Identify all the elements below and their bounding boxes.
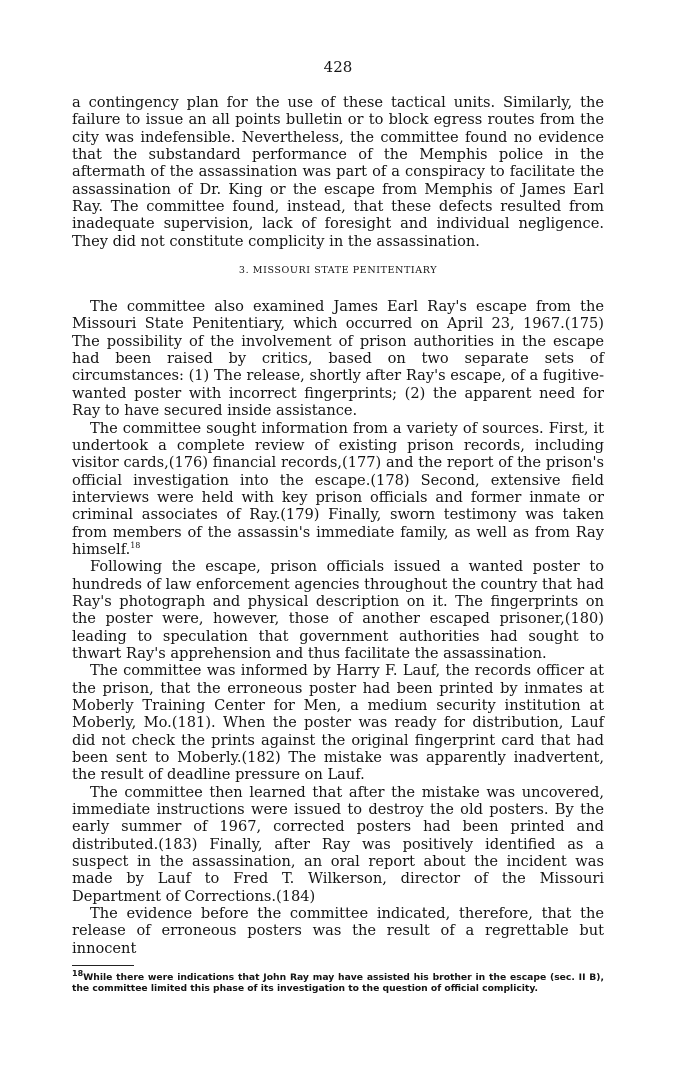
- paragraph-2: The committee also examined James Earl Ray's escape from the Missouri State Penitentiary, which occurred on April 23, 1967.(175) The possibility of the involvement of prison authorities in the escape had been raised by critics, based on two separate sets of circumstances: (1) The release, shortly after Ray's escape, of a fugitive-wanted poster with incorrect fingerprints; (2) the apparent need for Ray to have secured inside assistance.: [72, 298, 604, 420]
- footnote-divider: [72, 965, 134, 966]
- paragraph-4: Following the escape, prison officials issued a wanted poster to hundreds of law enforcement agencies throughout the country that had Ray's photograph and physical description on it. The fingerprints on the poster were, however, those of another escaped prisoner,(180) leading to speculation that government authorities had sought to thwart Ray's apprehension and thus facilitate the assassination.: [72, 558, 604, 662]
- footnote: [72, 969, 604, 995]
- paragraph-7: The evidence before the committee indicated, therefore, that the release of erroneous posters was the result of a regrettable but innocent: [72, 905, 604, 957]
- paragraph-5: The committee was informed by Harry F. Lauf, the records officer at the prison, that the erroneous poster had been printed by inmates at Moberly Training Center for Men, a medium security institution at Moberly, Mo.(181). When the poster was ready for distribution, Lauf did not check the prints against the original fingerprint card that had been sent to Moberly.(182) The mistake was apparently inadvertent, the result of deadline pressure on Lauf.: [72, 662, 604, 784]
- paragraph-3: [72, 420, 604, 559]
- document-page: [72, 58, 604, 994]
- paragraph-1: a contingency plan for the use of these tactical units. Similarly, the failure to issue an all points bulletin or to block egress routes from the city was indefensible. Nevertheless, the committee found no evidence that the substandard performance of the Memphis police in the aftermath of the assassination was part of a conspiracy to facilitate the assassination of Dr. King or the escape from Memphis of James Earl Ray. The committee found, instead, that these defects resulted from inadequate supervision, lack of foresight and individual negligence. They did not constitute complicity in the assassination.: [72, 94, 604, 250]
- paragraph-3-text: The committee sought information from a variety of sources. First, it undertook a complete review of existing prison records, including visitor cards,(176) financial records,(177) and the report of the prison's official investigation into the escape.(178) Second, extensive field interviews were held with key prison officials and former inmate or criminal associates of Ray.(179) Finally, sworn testimony was taken from members of the assassin's immediate family, as well as from Ray himself.: [72, 419, 604, 558]
- page-number: 428: [323, 58, 353, 76]
- footnote-marker: 18: [72, 969, 84, 979]
- footnote-reference: 18: [130, 541, 141, 551]
- paragraph-6: The committee then learned that after the mistake was uncovered, immediate instructions were issued to destroy the old posters. By the early summer of 1967, corrected posters had been printed and distributed.(183) Finally, after Ray was positively identified as a suspect in the assassination, an oral report about the incident was made by Lauf to Fred T. Wilkerson, director of the Missouri Department of Corrections.(184): [72, 783, 604, 905]
- section-heading: 3. MISSOURI STATE PENITENTIARY: [238, 265, 438, 277]
- footnote-text: While there were indications that John Ray may have assisted his brother in the escape (sec. II B), the committee limited this phase of its investigation to the question of official complicity.: [72, 972, 604, 995]
